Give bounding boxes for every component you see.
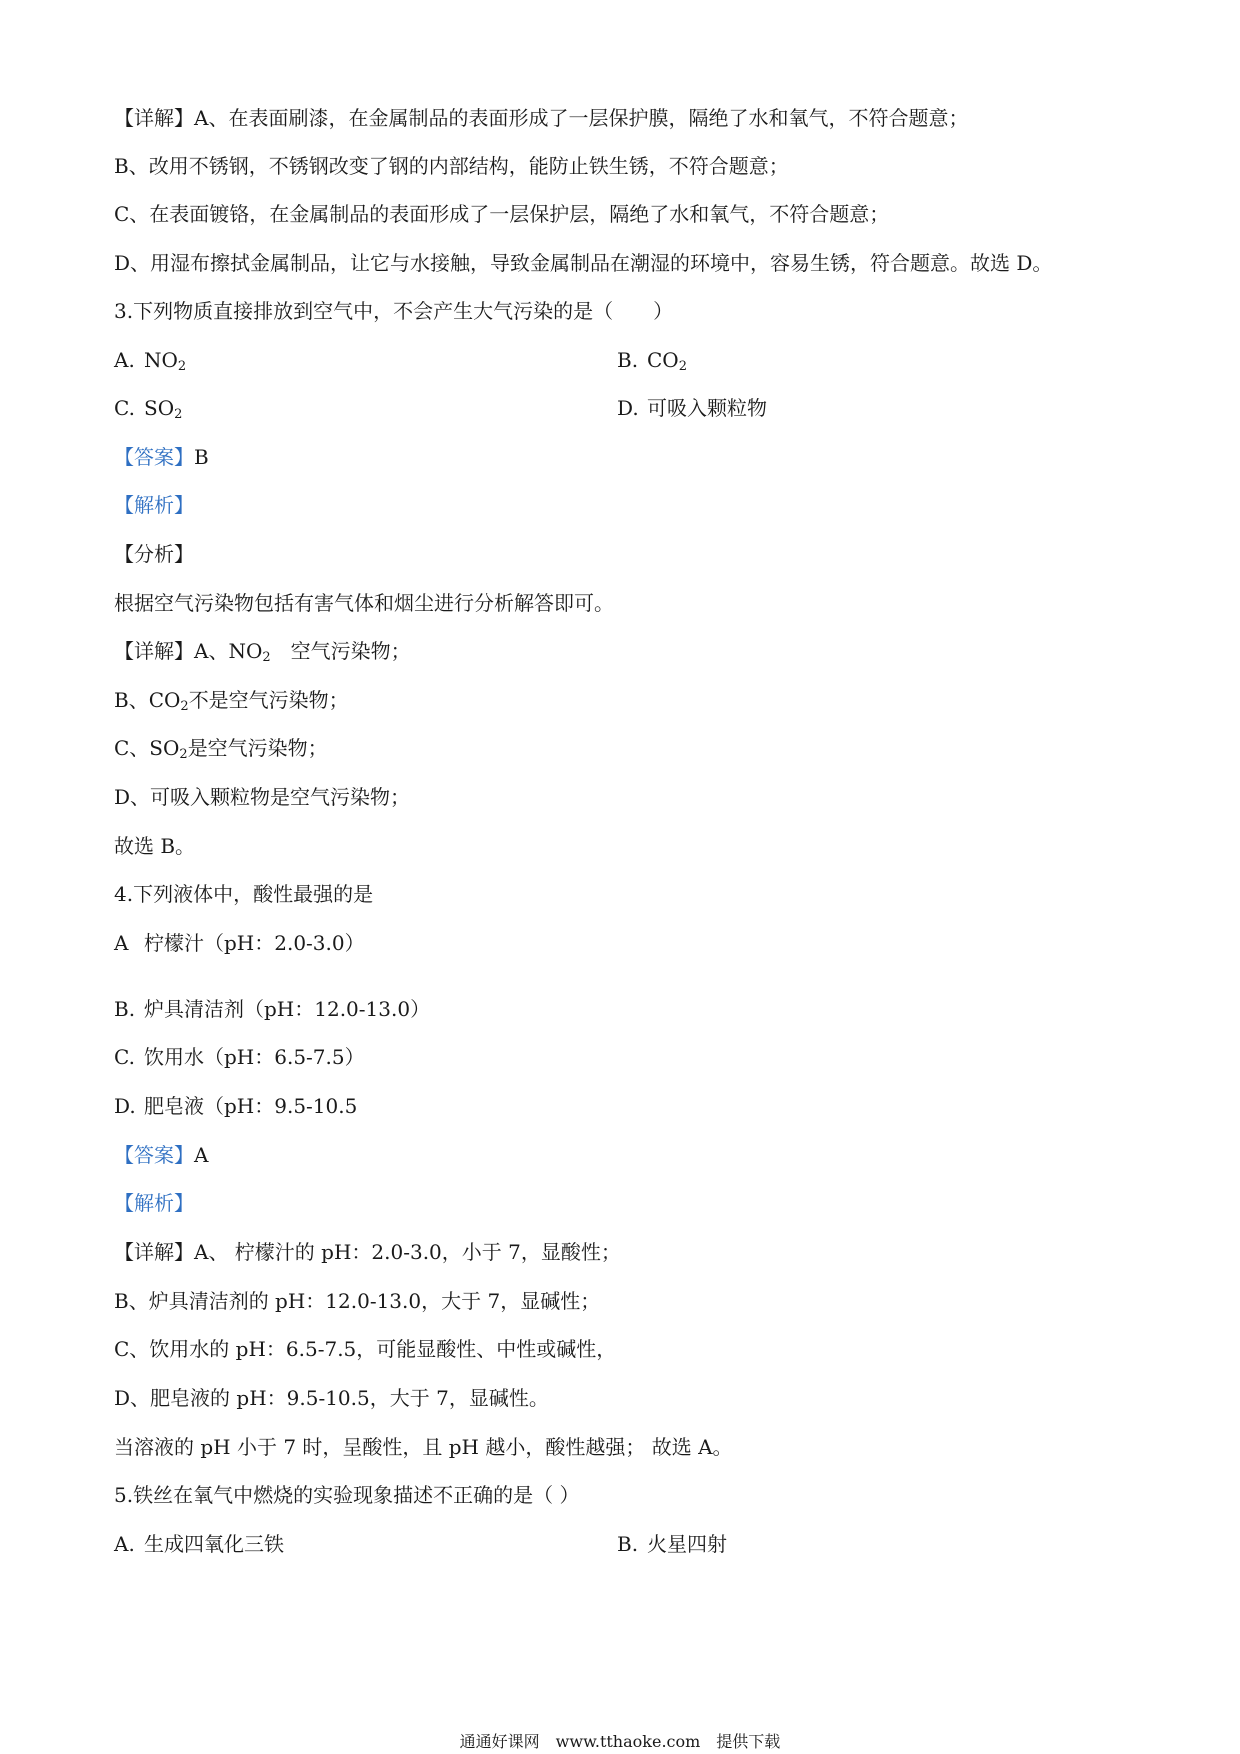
answer-value: B <box>194 445 209 469</box>
q4-detail-b: B、炉具清洁剂的 pH：12.0-13.0，大于 7，显碱性； <box>114 1289 601 1313</box>
q5-stem: 5.铁丝在氧气中燃烧的实验现象描述不正确的是（ ） <box>114 1483 580 1507</box>
q4-stem: 4.下列液体中，酸性最强的是 <box>114 882 374 906</box>
q2-detail-c: C、在表面镀铬，在金属制品的表面形成了一层保护层，隔绝了水和氧气，不符合题意； <box>114 202 890 226</box>
q4-detail-d: D、肥皂液的 pH：9.5-10.5，大于 7，显碱性。 <box>114 1386 549 1410</box>
q3-detail-d: D、可吸入颗粒物是空气污染物； <box>114 785 411 809</box>
q4-conclusion: 当溶液的 pH 小于 7 时，呈酸性，且 pH 越小，酸性越强； 故选 A。 <box>114 1435 733 1459</box>
q3-analysis-tag: 【解析】 <box>114 493 194 517</box>
q5-option-b: B. 火星四射 <box>617 1532 727 1556</box>
q3-detail-a: 【详解】A、$NO_2$ 空气污染物； <box>114 639 411 665</box>
q4-option-a: A 柠檬汁（pH：2.0-3.0） <box>114 931 365 955</box>
q3-stem: 3.下列物质直接排放到空气中，不会产生大气污染的是（ ） <box>114 299 674 323</box>
q4-option-b: B. 炉具清洁剂（pH：12.0-13.0） <box>114 997 431 1021</box>
q2-detail-b: B、改用不锈钢，不锈钢改变了钢的内部结构，能防止铁生锈，不符合题意； <box>114 154 789 178</box>
q3-detail-b: B、$CO_2$不是空气污染物； <box>114 688 349 714</box>
q3-option-b: B. $CO_2$ <box>617 348 687 374</box>
q4-detail-a: 【详解】A、 柠檬汁的 pH：2.0-3.0，小于 7，显酸性； <box>114 1240 621 1264</box>
q3-fenxi-text: 根据空气污染物包括有害气体和烟尘进行分析解答即可。 <box>114 591 614 615</box>
q3-option-d: D. 可吸入颗粒物 <box>617 396 767 420</box>
q3-conclusion: 故选 B。 <box>114 834 196 858</box>
detail-tag: 【详解】 <box>114 1240 194 1264</box>
answer-tag: 【答案】 <box>114 445 194 469</box>
q3-option-a: A. $NO_2$ <box>114 348 187 374</box>
answer-tag: 【答案】 <box>114 1143 194 1167</box>
q2-detail-a: 【详解】A、在表面刷漆，在金属制品的表面形成了一层保护膜，隔绝了水和氧气，不符合题意； <box>114 106 969 130</box>
q3-detail-c: C、$SO_2$是空气污染物； <box>114 736 328 762</box>
q4-option-d: D. 肥皂液（pH：9.5-10.5 <box>114 1094 358 1118</box>
q4-analysis-tag: 【解析】 <box>114 1191 194 1215</box>
detail-tag: 【详解】 <box>114 639 194 663</box>
q3-fenxi-tag: 【分析】 <box>114 542 194 566</box>
q2-detail-d: D、用湿布擦拭金属制品，让它与水接触，导致金属制品在潮湿的环境中，容易生锈，符合题意。故选 D。 <box>114 251 1053 275</box>
q3-option-c: C. $SO_2$ <box>114 396 183 422</box>
page-footer: 通通好课网 www.tthaoke.com 提供下载 <box>459 1732 781 1751</box>
q4-option-c: C. 饮用水（pH：6.5-7.5） <box>114 1045 365 1069</box>
q4-detail-c: C、饮用水的 pH：6.5-7.5，可能显酸性、中性或碱性， <box>114 1337 617 1361</box>
q4-answer <box>114 1141 208 1169</box>
q3-answer <box>114 443 209 471</box>
q5-option-a: A. 生成四氧化三铁 <box>114 1532 284 1556</box>
detail-tag: 【详解】 <box>114 106 194 130</box>
answer-value: A <box>194 1143 209 1167</box>
